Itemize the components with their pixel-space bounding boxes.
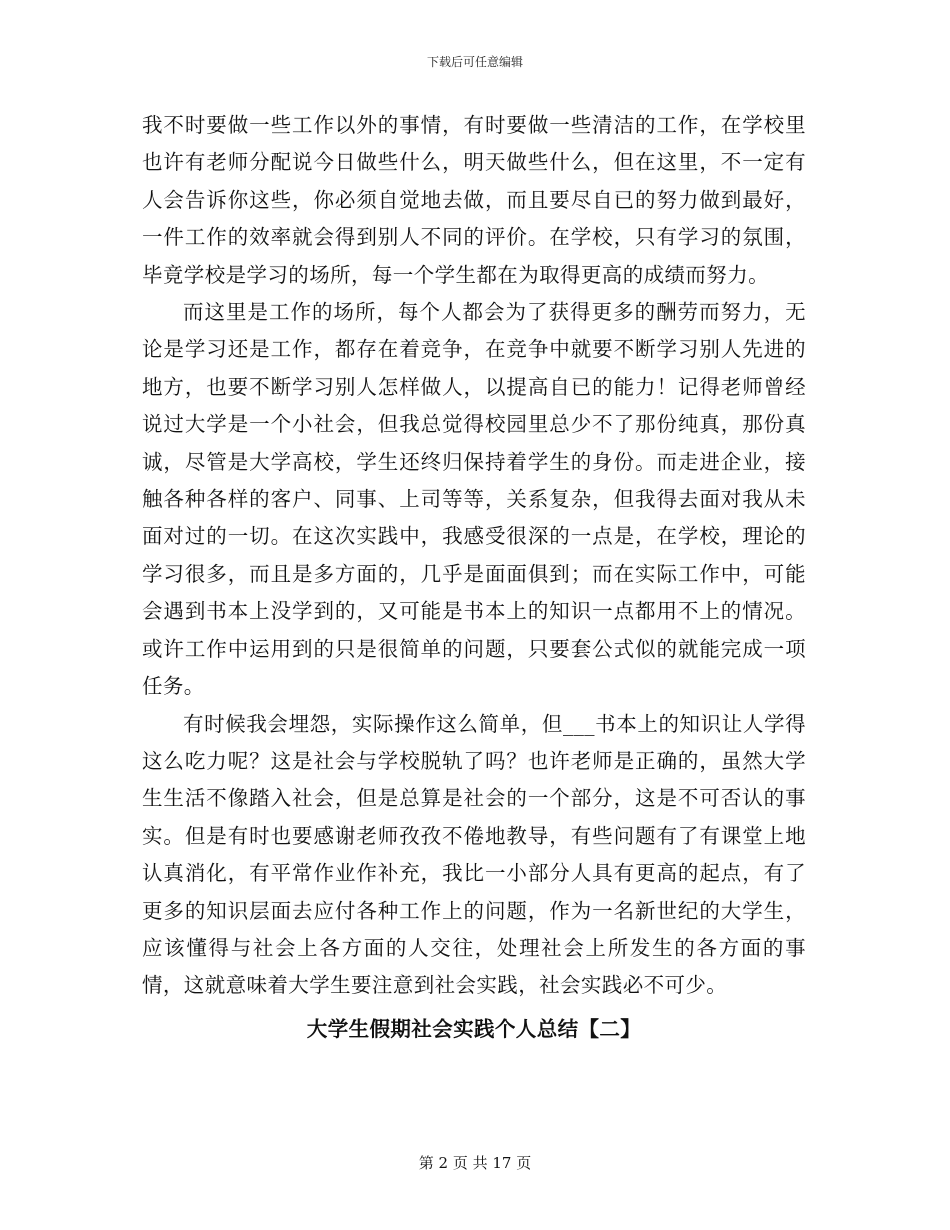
page-number: 第 2 页 共 17 页 <box>418 1154 532 1172</box>
paragraph-2: 而这里是工作的场所，每个人都会为了获得更多的酬劳而努力，无论是学习还是工作，都存在着竞争，在竞争中就要不断学习别人先进的地方，也要不断学习别人怎样做人，以提高自已的能力！记得老师曾经说过大学是一个小社会，但我总觉得校园里总少不了那份纯真，那份真诚，尽管是大学高校，学生还终归保持着学生的身份。而走进企业，接触各种各样的客户、同事、上司等等，关系复杂，但我得去面对我从未面对过的一切。在这次实践中，我感受很深的一点是，在学校，理论的学习很多，而且是多方面的，几乎是面面俱到；而在实际工作中，可能会遇到书本上没学到的，又可能是书本上的知识一点都用不上的情况。或许工作中运用到的只是很简单的问题，只要套公式似的就能完成一项任务。 <box>142 300 806 699</box>
section-heading: 大学生假期社会实践个人总结【二】 <box>306 1016 642 1041</box>
paragraph-1: 我不时要做一些工作以外的事情，有时要做一些清洁的工作，在学校里也许有老师分配说今日做些什么，明天做些什么，但在这里，不一定有人会告诉你这些，你必须自觉地去做，而且要尽自已的努力做到最好，一件工作的效率就会得到别人不同的评价。在学校，只有学习的氛围，毕竟学校是学习的场所，每一个学生都在为取得更高的成绩而努力。 <box>142 113 806 287</box>
header-note: 下载后可任意编辑 <box>426 55 523 69</box>
paragraph-3: 有时候我会埋怨，实际操作这么简单，但___书本上的知识让人学得这么吃力呢？这是社会与学校脱轨了吗？也许老师是正确的，虽然大学生生活不像踏入社会，但是总算是社会的一个部分，这是不可否认的事实。但是有时也要感谢老师孜孜不倦地教导，有些问题有了有课堂上地认真消化，有平常作业作补充，我比一小部分人具有更高的起点，有了更多的知识层面去应付各种工作上的问题，作为一名新世纪的大学生，应该懂得与社会上各方面的人交往，处理社会上所发生的各方面的事情，这就意味着大学生要注意到社会实践，社会实践必不可少。 <box>142 711 806 998</box>
document-body <box>142 107 806 1048</box>
